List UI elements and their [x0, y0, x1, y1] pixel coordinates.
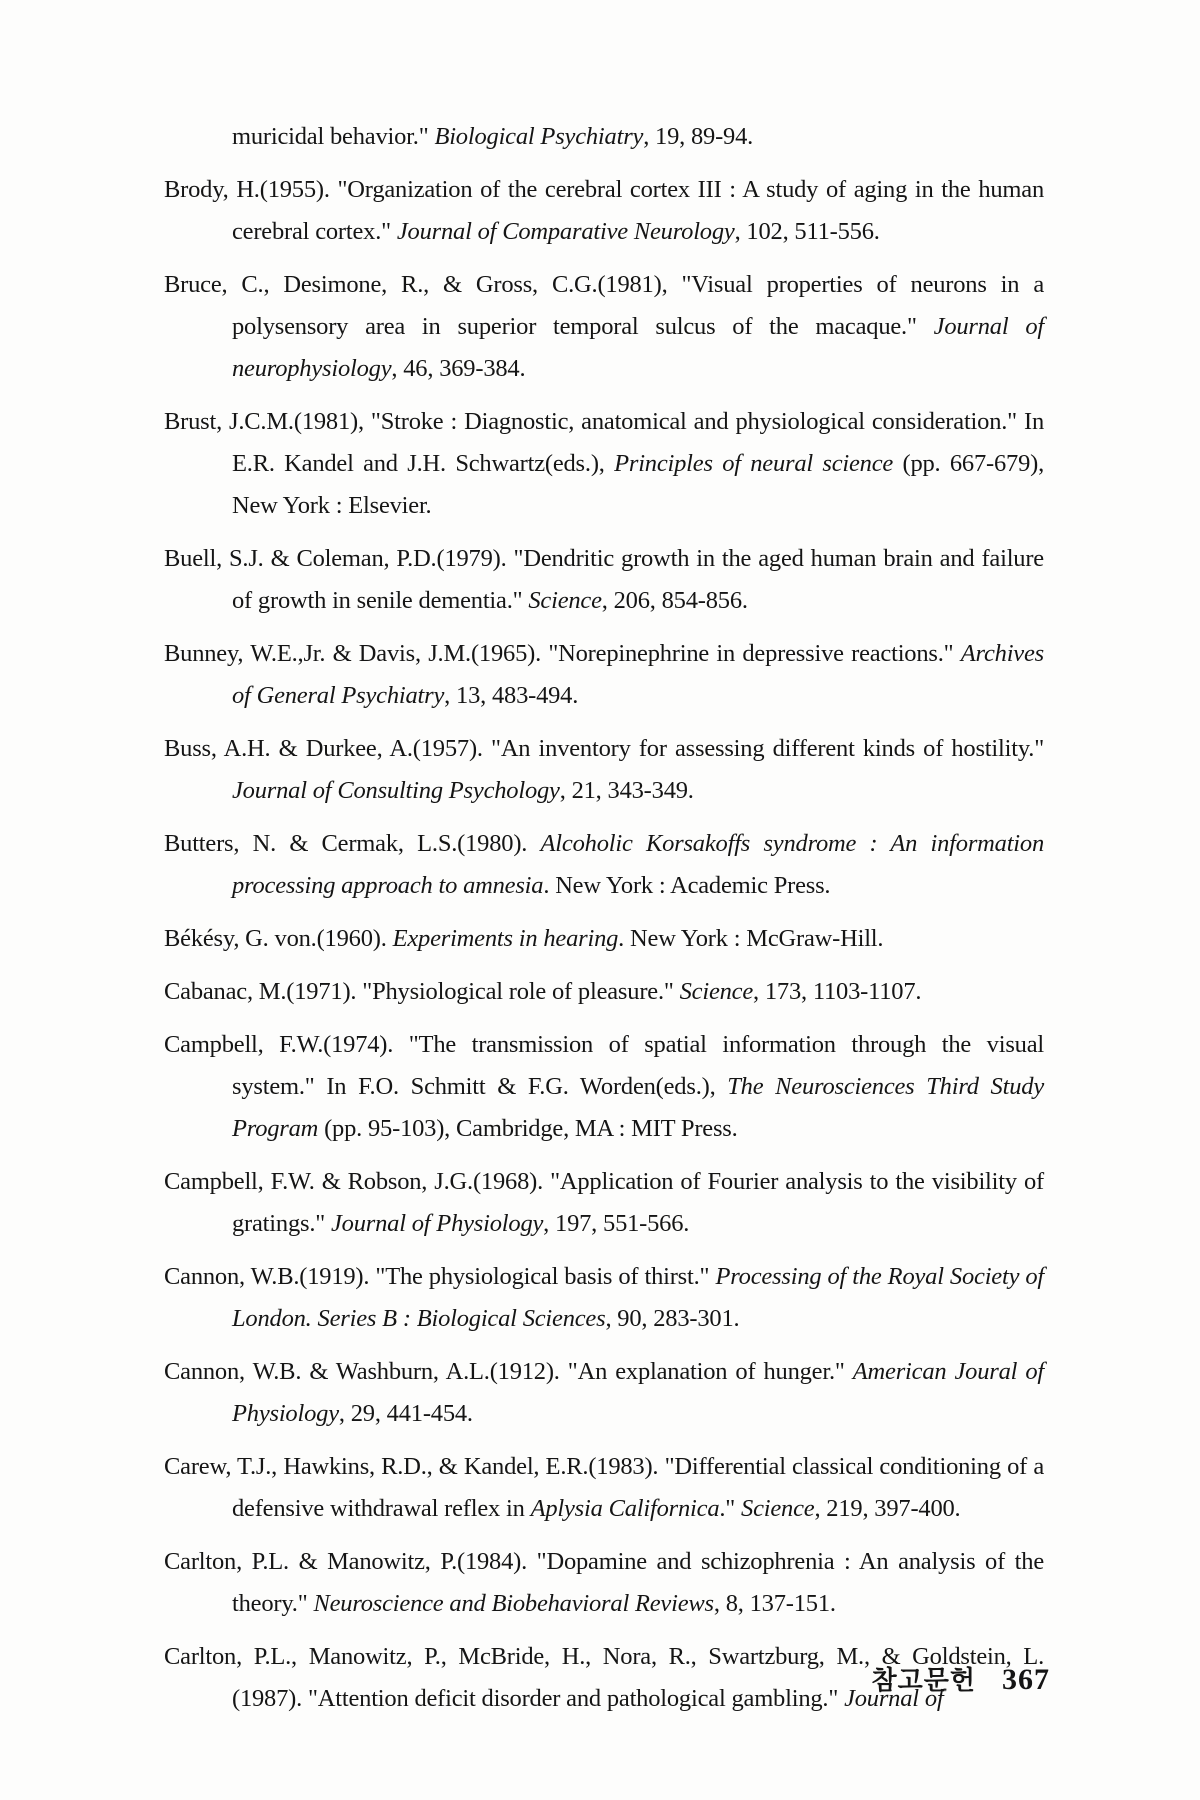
reference-entry [164, 1024, 1044, 1150]
reference-entry [164, 1541, 1044, 1625]
reference-entry [164, 116, 1044, 158]
reference-text: , 206, 854-856. [601, 587, 748, 614]
reference-text: Carew, T.J., Hawkins, R.D., & Kandel, E.R.(1983). "Differential classical conditioning of a defensive withdrawal reflex in [164, 1453, 1044, 1522]
reference-title-italic: Science [679, 978, 754, 1005]
reference-text: , 13, 483-494. [444, 682, 579, 709]
reference-text: Békésy, G. von.(1960). [164, 925, 393, 952]
reference-text: Carlton, P.L., Manowitz, P., McBride, H., Nora, R., Swartzburg, M., & Goldstein, L.(1987). "Attention deficit disorder and pathological gambling." [164, 1643, 1044, 1712]
reference-text: Buell, S.J. & Coleman, P.D.(1979). "Dendritic growth in the aged human brain and failure of growth in senile dementia." [164, 545, 1044, 614]
reference-title-italic: Journal of neurophysiology [232, 313, 1044, 382]
reference-title-italic: Journal of [844, 1685, 944, 1712]
page-footer [872, 1660, 1050, 1697]
reference-text: Brust, J.C.M.(1981), "Stroke : Diagnostic, anatomical and physiological consideration." In E.R. Kandel and J.H. Schwartz(eds.), [164, 408, 1044, 477]
reference-title-italic: Aplysia Californica [530, 1495, 720, 1522]
reference-entry [164, 401, 1044, 527]
reference-text: , 197, 551-566. [543, 1210, 690, 1237]
reference-text: Cannon, W.B.(1919). "The physiological basis of thirst." [164, 1263, 716, 1290]
reference-text: Bruce, C., Desimone, R., & Gross, C.G.(1981), "Visual properties of neurons in a polysensory area in superior temporal sulcus of the macaque." [164, 271, 1044, 340]
reference-title-italic: Journal of Consulting Psychology [232, 777, 560, 804]
reference-entry [164, 264, 1044, 390]
reference-text: muricidal behavior." [232, 123, 435, 150]
reference-title-italic: Science [741, 1495, 815, 1522]
reference-text: Campbell, F.W.(1974). "The transmission of spatial information through the visual system." In F.O. Schmitt & F.G. Worden(eds.), [164, 1031, 1044, 1100]
reference-entry [164, 971, 1044, 1013]
reference-title-italic: Experiments in hearing [392, 925, 619, 952]
reference-title-italic: Archives of General Psychiatry [232, 640, 1044, 709]
reference-text: Buss, A.H. & Durkee, A.(1957). "An inventory for assessing different kinds of hostility." [164, 735, 1044, 762]
reference-entry [164, 1351, 1044, 1435]
reference-text: , 219, 397-400. [814, 1495, 961, 1522]
page-number: 367 [1002, 1663, 1050, 1696]
reference-text: , 8, 137-151. [713, 1590, 836, 1617]
reference-title-italic: Journal of Comparative Neurology [396, 218, 735, 245]
reference-text: , 21, 343-349. [559, 777, 694, 804]
reference-entry [164, 1161, 1044, 1245]
reference-text: . New York : Academic Press. [543, 872, 831, 899]
reference-title-italic: Principles of neural science [614, 450, 894, 477]
reference-text: (pp. 95-103), Cambridge, MA : MIT Press. [318, 1115, 738, 1142]
reference-text: Campbell, F.W. & Robson, J.G.(1968). "Application of Fourier analysis to the visibility of gratings." [164, 1168, 1044, 1237]
reference-title-italic: Biological Psychiatry [434, 123, 644, 150]
reference-text: (pp. 667-679), New York : Elsevier. [232, 450, 1045, 519]
reference-entry [164, 169, 1044, 253]
reference-entry [164, 918, 1044, 960]
reference-title-italic: Alcoholic Korsakoffs syndrome : An information processing approach to amnesia [232, 830, 1045, 899]
reference-title-italic: Neuroscience and Biobehavioral Reviews [313, 1590, 714, 1617]
reference-text: , 102, 511-556. [734, 218, 880, 245]
reference-list [164, 116, 1044, 1731]
reference-title-italic: Science [528, 587, 602, 614]
reference-title-italic: American Joural of Physiology [232, 1358, 1045, 1427]
reference-entry [164, 538, 1044, 622]
reference-text: Bunney, W.E.,Jr. & Davis, J.M.(1965). "Norepinephrine in depressive reactions." [164, 640, 961, 667]
section-title: 참고문헌 [871, 1666, 976, 1696]
reference-text: Butters, N. & Cermak, L.S.(1980). [164, 830, 541, 857]
reference-title-italic: The Neurosciences Third Study Program [232, 1073, 1044, 1142]
reference-entry [164, 728, 1044, 812]
reference-entry [164, 633, 1044, 717]
reference-text: , 29, 441-454. [338, 1400, 473, 1427]
reference-text: , 19, 89-94. [643, 123, 754, 150]
reference-text: Carlton, P.L. & Manowitz, P.(1984). "Dopamine and schizophrenia : An analysis of the theory." [164, 1548, 1044, 1617]
reference-text: . New York : McGraw-Hill. [618, 925, 884, 952]
reference-text: ." [719, 1495, 742, 1522]
reference-text: , 173, 1103-1107. [753, 978, 922, 1005]
reference-text: Cabanac, M.(1971). "Physiological role of pleasure." [164, 978, 680, 1005]
reference-text: Cannon, W.B. & Washburn, A.L.(1912). "An explanation of hunger." [164, 1358, 853, 1385]
reference-text: , 46, 369-384. [391, 355, 526, 382]
reference-text: Brody, H.(1955). "Organization of the cerebral cortex III : A study of aging in the human cerebral cortex." [164, 176, 1044, 245]
reference-title-italic: Processing of the Royal Society of London. Series B : Biological Sciences [232, 1263, 1044, 1332]
reference-text: , 90, 283-301. [605, 1305, 740, 1332]
reference-entry [164, 1256, 1044, 1340]
reference-entry [164, 1446, 1044, 1530]
reference-entry [164, 823, 1044, 907]
reference-title-italic: Journal of Physiology [330, 1210, 544, 1237]
